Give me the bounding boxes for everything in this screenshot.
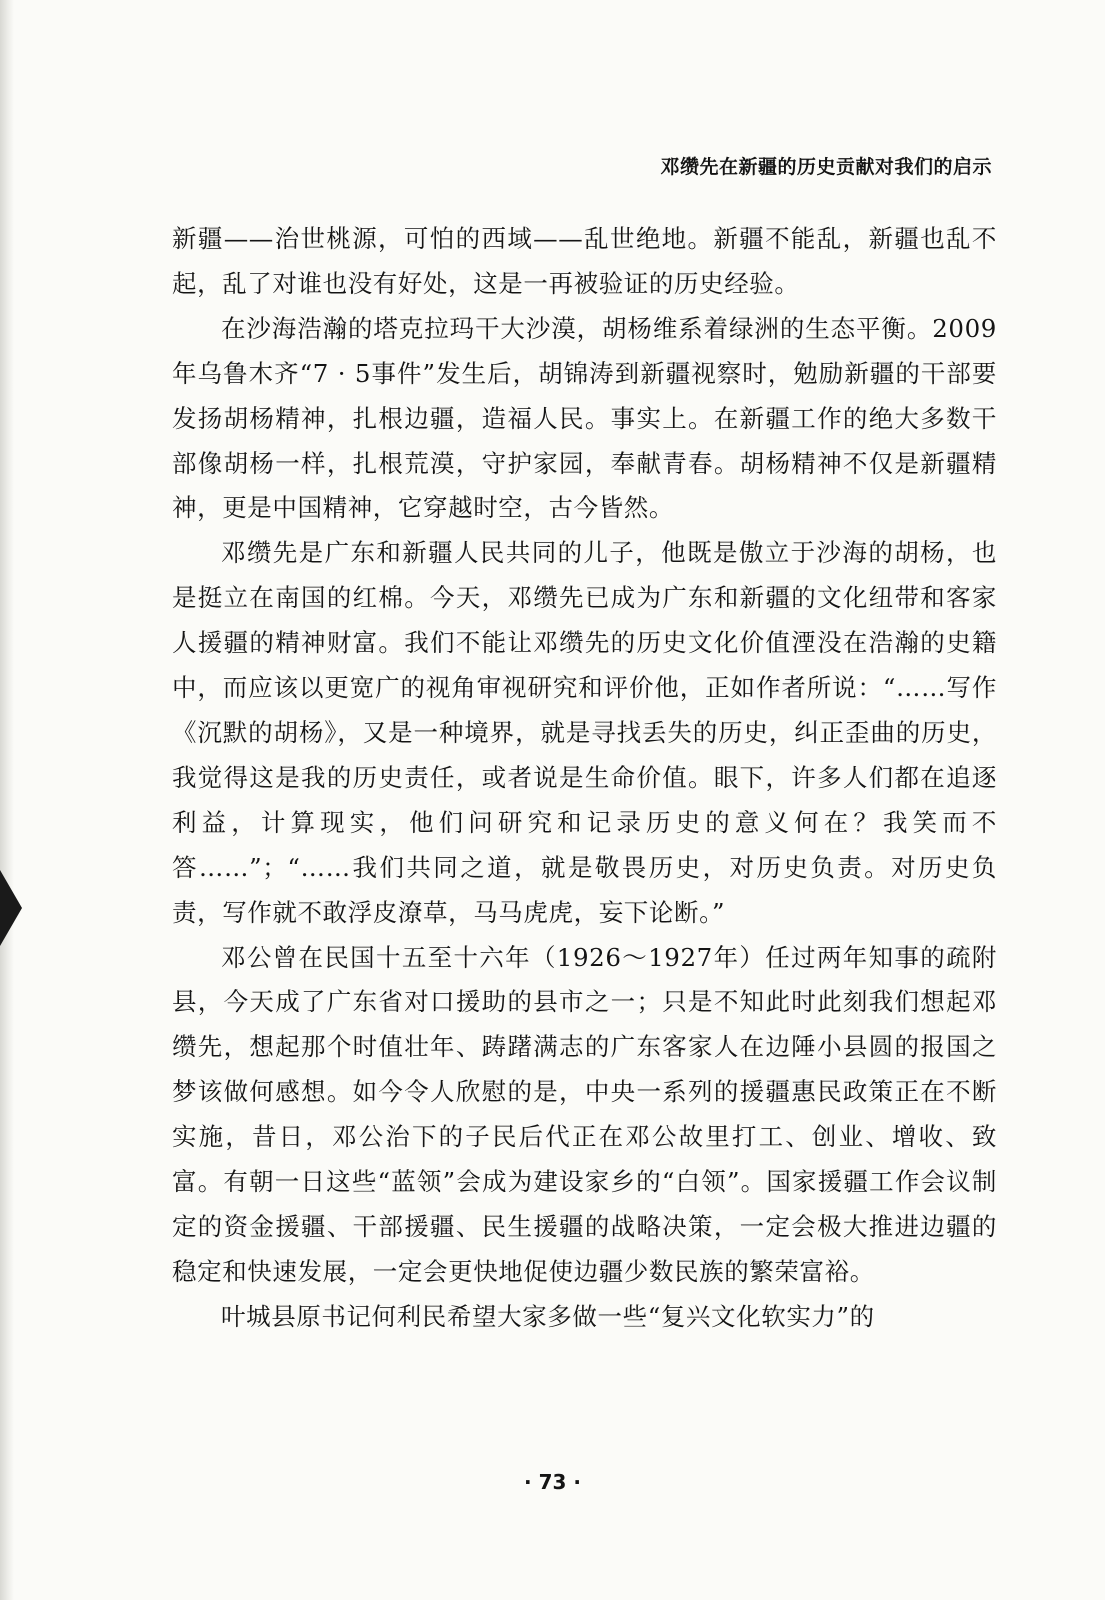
paragraph-5: 叶城县原书记何利民希望大家多做一些“复兴文化软实力”的 — [221, 1301, 875, 1331]
page-number: · 73 · — [524, 1470, 581, 1494]
paragraph-1: 新疆——治世桃源，可怕的西域——乱世绝地。新疆不能乱，新疆也乱不起，乱了对谁也没有好处，这是一再被验证的历史经验。 — [172, 224, 997, 298]
paragraph-3: 邓缵先是广东和新疆人民共同的儿子，他既是傲立于沙海的胡杨，也是挺立在南国的红棉。今天，邓缵先已成为广东和新疆的文化纽带和客家人援疆的精神财富。我们不能让邓缵先的历史文化价值湮没在浩瀚的史籍中，而应该以更宽广的视角审视研究和评价他，正如作者所说：“……写作《沉默的胡杨》，又是一种境界，就是寻找丢失的历史，纠正歪曲的历史，我觉得这是我的历史责任，或者说是生命价值。眼下，许多人们都在追逐利益，计算现实，他们问研究和记录历史的意义何在？我笑而不答……”；“……我们共同之道，就是敬畏历史，对历史负责。对历史负责，写作就不敢浮皮潦草，马马虎虎，妄下论断。” — [172, 538, 997, 927]
scan-edge-blot — [0, 870, 22, 946]
paragraph-2: 在沙海浩瀚的塔克拉玛干大沙漠，胡杨维系着绿洲的生态平衡。2009年乌鲁木齐“7 · 5事件”发生后，胡锦涛到新疆视察时，勉励新疆的干部要发扬胡杨精神，扎根边疆，造福人民。事实上。在新疆工作的绝大多数干部像胡杨一样，扎根荒漠，守护家园，奉献青春。胡杨精神不仅是新疆精神，更是中国精神，它穿越时空，古今皆然。 — [172, 313, 997, 523]
scan-edge — [0, 0, 14, 1600]
paragraph-4: 邓公曾在民国十五至十六年（1926～1927年）任过两年知事的疏附县，今天成了广东省对口援助的县市之一；只是不知此时此刻我们想起邓缵先，想起那个时值壮年、踌躇满志的广东客家人在边陲小县圆的报国之梦该做何感想。如今令人欣慰的是，中央一系列的援疆惠民政策正在不断实施，昔日，邓公治下的子民后代正在邓公故里打工、创业、增收、致富。有朝一日这些“蓝领”会成为建设家乡的“白领”。国家援疆工作会议制定的资金援疆、干部援疆、民生援疆的战略决策，一定会极大推进边疆的稳定和快速发展，一定会更快地促使边疆少数民族的繁荣富裕。 — [172, 942, 997, 1286]
body-text — [172, 217, 997, 1340]
running-header: 邓缵先在新疆的历史贡献对我们的启示 — [660, 156, 992, 178]
